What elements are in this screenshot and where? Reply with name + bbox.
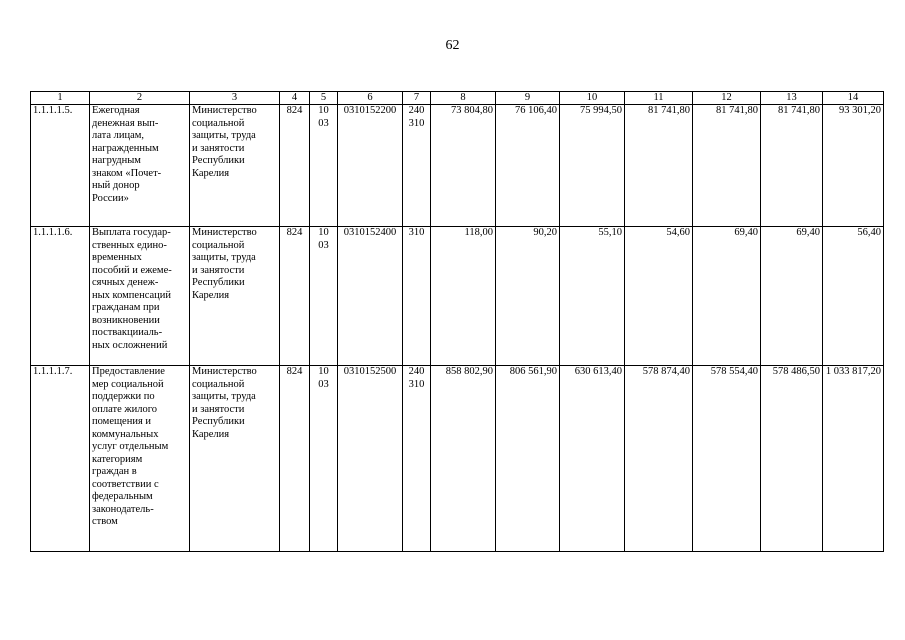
column-header: 11 <box>625 92 693 105</box>
row-target-article: 0310152200 <box>338 105 403 227</box>
row-value-col12: 69,40 <box>693 227 761 366</box>
row-name-line: законодатель- <box>92 503 154 515</box>
row-target-article: 0310152500 <box>338 366 403 552</box>
row-expense-type-line: 310 <box>408 378 425 390</box>
row-name-line: поствакцииаль- <box>92 327 163 338</box>
row-value-col14: 56,40 <box>823 227 884 366</box>
row-value-col9: 806 561,90 <box>496 366 560 552</box>
row-name-line: граждан в <box>92 466 137 477</box>
row-name-line: ный донор <box>92 180 140 191</box>
row-name-line: ством <box>92 516 118 527</box>
row-code: 1.1.1.1.7. <box>31 366 90 552</box>
row-name-line: оплате жилого <box>92 403 158 415</box>
column-header: 10 <box>560 92 625 105</box>
row-executor <box>190 105 280 227</box>
row-executor-line: социальной <box>192 117 245 129</box>
row-executor-line: Карелия <box>192 167 230 179</box>
row-name-line: ственных едино- <box>92 239 167 251</box>
column-header: 6 <box>338 92 403 105</box>
row-section-code: 10 03 <box>310 366 338 552</box>
row-executor-line: и занятости <box>192 264 245 276</box>
row-value-col8: 858 802,90 <box>431 366 496 552</box>
row-value-col8: 118,00 <box>431 227 496 366</box>
column-header: 12 <box>693 92 761 105</box>
row-name-line: ных осложнений <box>92 339 168 351</box>
row-name-line: категориям <box>92 453 143 465</box>
column-header: 8 <box>431 92 496 105</box>
row-name-line: возникновении <box>92 314 160 326</box>
row-name-line: федеральным <box>92 491 153 502</box>
row-name <box>90 105 190 227</box>
row-name-line: Выплата государ- <box>92 227 171 238</box>
column-header: 1 <box>31 92 90 105</box>
row-value-col12: 81 741,80 <box>693 105 761 227</box>
table-row <box>31 366 884 552</box>
row-executor-line: Республики <box>192 155 245 166</box>
row-name-line: Предоставление <box>92 366 165 377</box>
row-ministry-code: 824 <box>280 227 310 366</box>
row-name-line: лата лицам, <box>92 130 145 141</box>
row-executor <box>190 227 280 366</box>
column-header: 13 <box>761 92 823 105</box>
budget-table <box>30 91 884 552</box>
row-executor-line: защиты, труда <box>192 130 256 141</box>
column-header: 9 <box>496 92 560 105</box>
row-ministry-code: 824 <box>280 105 310 227</box>
row-code: 1.1.1.1.5. <box>31 105 90 227</box>
row-name-line: мер социальной <box>92 378 164 390</box>
table-row <box>31 227 884 366</box>
row-value-col10: 55,10 <box>560 227 625 366</box>
row-value-col11: 54,60 <box>625 227 693 366</box>
column-header: 4 <box>280 92 310 105</box>
row-value-col9: 76 106,40 <box>496 105 560 227</box>
row-expense-type-line: 310 <box>408 117 425 129</box>
row-name-line: нагрудным <box>92 155 141 166</box>
row-value-col8: 73 804,80 <box>431 105 496 227</box>
row-value-col13: 69,40 <box>761 227 823 366</box>
row-value-col14: 1 033 817,20 <box>823 366 884 552</box>
row-code: 1.1.1.1.6. <box>31 227 90 366</box>
row-executor-line: Республики <box>192 416 245 427</box>
row-name-line: ных компенсаций <box>92 289 172 301</box>
row-executor-line: Министерство <box>192 366 257 377</box>
row-name <box>90 366 190 552</box>
row-ministry-code: 824 <box>280 366 310 552</box>
row-executor-line: Карелия <box>192 289 230 301</box>
row-name-line: услуг отдельным <box>92 441 169 452</box>
row-name-line: денежная вып- <box>92 117 159 129</box>
row-expense-type <box>403 105 431 227</box>
row-executor <box>190 366 280 552</box>
header-row <box>31 92 884 105</box>
row-value-col14: 93 301,20 <box>823 105 884 227</box>
row-name-line: коммунальных <box>92 428 159 440</box>
row-executor-line: Республики <box>192 277 245 288</box>
row-expense-type-line: 240 <box>408 105 425 116</box>
row-expense-type-line: 240 <box>408 366 425 377</box>
row-name-line: знаком «Почет- <box>92 167 162 179</box>
row-executor-line: социальной <box>192 239 245 251</box>
row-executor-line: защиты, труда <box>192 391 256 402</box>
column-header: 5 <box>310 92 338 105</box>
row-executor-line: социальной <box>192 378 245 390</box>
row-name-line: награжденным <box>92 142 159 154</box>
row-expense-type <box>403 227 431 366</box>
page-number: 62 <box>445 38 460 53</box>
row-name-line: сячных денеж- <box>92 277 159 288</box>
row-name-line: поддержки по <box>92 391 155 402</box>
row-name-line: Ежегодная <box>92 105 140 116</box>
row-executor-line: Министерство <box>192 227 257 238</box>
column-header: 2 <box>90 92 190 105</box>
row-name-line: помещения и <box>92 416 152 427</box>
row-value-col10: 630 613,40 <box>560 366 625 552</box>
row-section-code: 10 03 <box>310 105 338 227</box>
row-value-col10: 75 994,50 <box>560 105 625 227</box>
column-header: 14 <box>823 92 884 105</box>
row-expense-type-line: 310 <box>408 227 425 238</box>
row-value-col12: 578 554,40 <box>693 366 761 552</box>
row-target-article: 0310152400 <box>338 227 403 366</box>
row-value-col11: 81 741,80 <box>625 105 693 227</box>
row-section-code: 10 03 <box>310 227 338 366</box>
row-name-line: России» <box>92 192 129 204</box>
row-executor-line: Министерство <box>192 105 257 116</box>
row-value-col13: 578 486,50 <box>761 366 823 552</box>
row-name-line: гражданам при <box>92 302 160 313</box>
row-executor-line: и занятости <box>192 403 245 415</box>
row-value-col9: 90,20 <box>496 227 560 366</box>
row-executor-line: и занятости <box>192 142 245 154</box>
row-value-col13: 81 741,80 <box>761 105 823 227</box>
row-value-col11: 578 874,40 <box>625 366 693 552</box>
row-executor-line: защиты, труда <box>192 252 256 263</box>
row-name <box>90 227 190 366</box>
column-header: 7 <box>403 92 431 105</box>
table-row <box>31 105 884 227</box>
column-header: 3 <box>190 92 280 105</box>
row-name-line: временных <box>92 252 142 263</box>
row-executor-line: Карелия <box>192 428 230 440</box>
row-name-line: соответствии с <box>92 478 159 490</box>
row-expense-type <box>403 366 431 552</box>
row-name-line: пособий и ежеме- <box>92 264 172 276</box>
